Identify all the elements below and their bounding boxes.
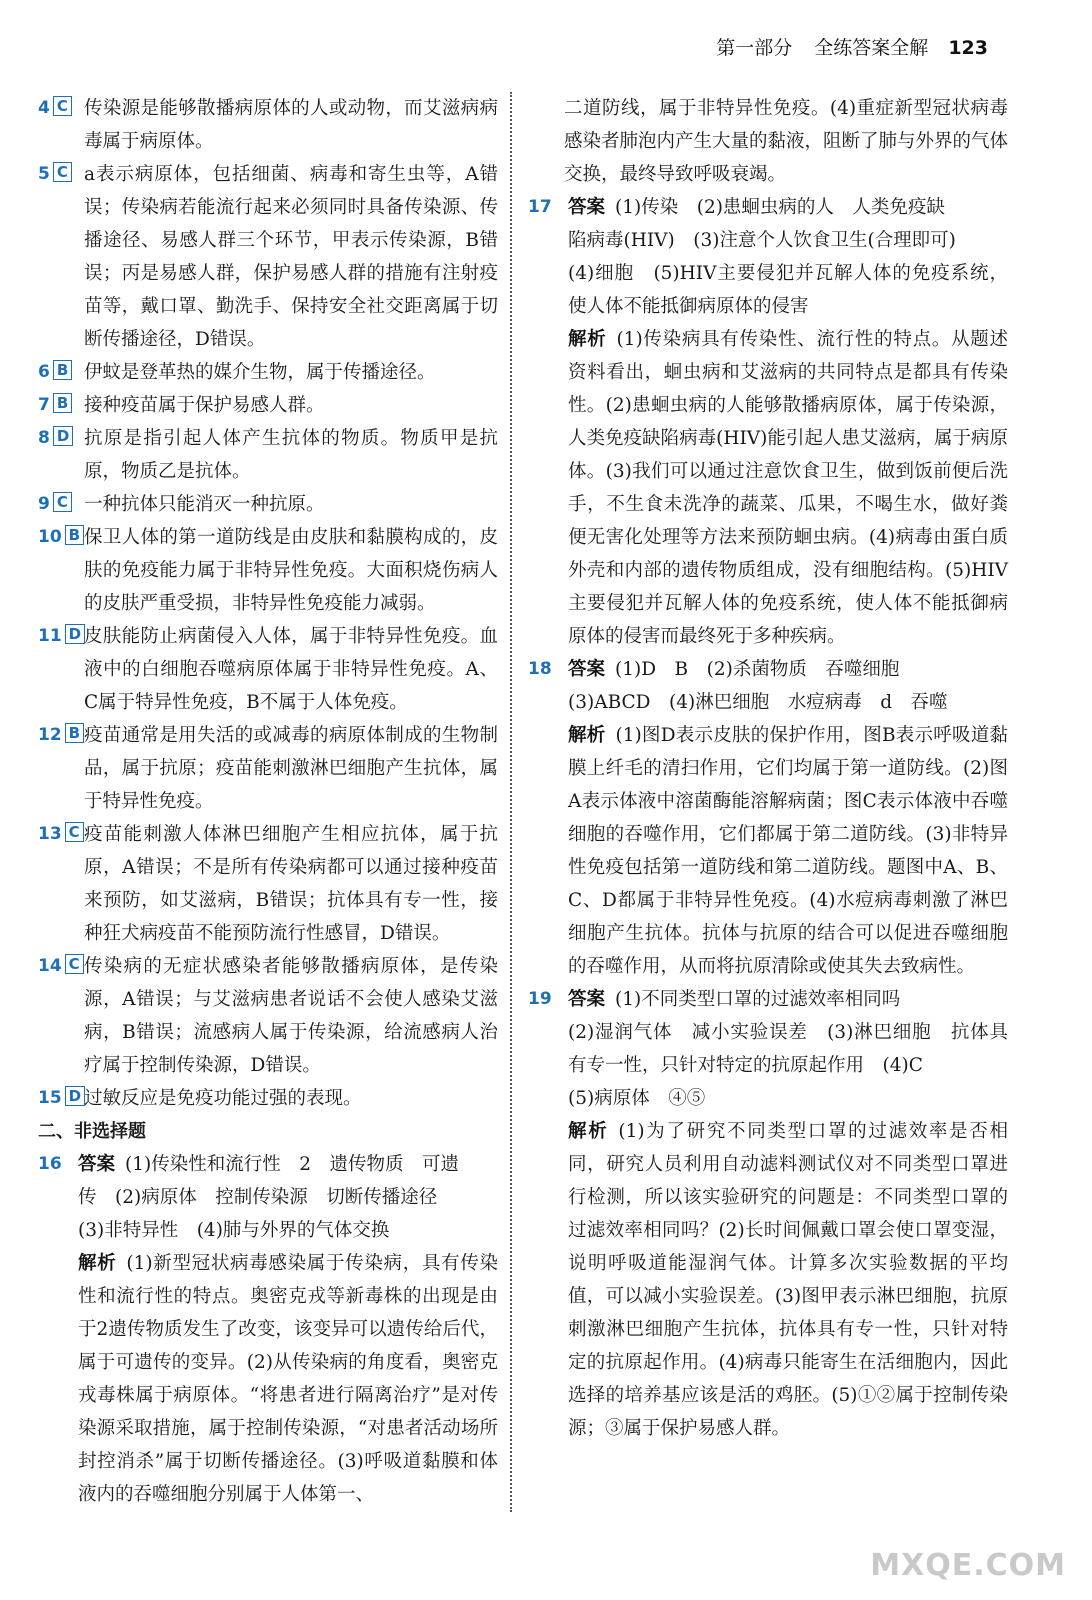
answer-item-10 [38,521,498,620]
answer-item-7 [38,389,498,422]
item-number: 10 [38,527,62,547]
item-explanation: 皮肤能防止病菌侵入人体，属于非特异性免疫。血液中的白细胞吞噬病原体属于非特异性免疫。A、C属于特异性免疫，B不属于人体免疫。 [84,626,498,713]
item-explanation: 疫苗通常是用失活的或减毒的病原体制成的生物制品，属于抗原；疫苗能刺激淋巴细胞产生抗体，属于特异性免疫。 [84,725,498,812]
answer-choice-badge: D [65,1086,85,1106]
answer-line-1: (1)传染 (2)患蛔虫病的人 人类免疫缺 [615,197,945,218]
answer-label: 答案 [78,1154,116,1175]
analysis-label: 解析 [568,1121,609,1142]
answer-label: 答案 [568,197,606,218]
answer-choice-badge: C [53,162,72,182]
item-number: 6 [38,362,50,382]
answer-choice-badge: C [65,822,84,842]
item-explanation: 传染源是能够散播病原体的人或动物，而艾滋病病毒属于病原体。 [84,98,498,152]
item-number: 5 [38,164,50,184]
item-number: 17 [528,197,552,217]
analysis-text: (1)为了研究不同类型口罩的过滤效率是否相同，研究人员利用自动滤料测试仪对不同类型口罩进行检测，所以该实验研究的问题是：不同类型口罩的过滤效率相同吗？(2)长时间佩戴口罩会使口罩变湿，说明呼吸道能湿润气体。计算多次实验数据的平均值，可以减小实验误差。(3)图甲表示淋巴细胞，抗原刺激淋巴细胞产生抗体，抗体具有专一性，只针对特定的抗原起作用。(4)病毒只能寄生在活细胞内，因此选择的培养基应该是活的鸡胚。(5)①②属于控制传染源；③属于保护易感人群。 [568,1121,1008,1439]
answer-choice-badge: D [53,426,73,446]
answer-line-3: (4)细胞 (5)HIV主要侵犯并瓦解人体的免疫系统，使人体不能抵御病原体的侵害 [568,263,1008,317]
item-number: 19 [528,989,552,1009]
answer-item-12 [38,719,498,818]
item-number: 16 [38,1154,62,1174]
watermark: MXQE.COM [870,1548,1066,1583]
answer-item-17 [528,191,1008,653]
answer-choice-badge: D [65,624,85,644]
item-number: 7 [38,395,50,415]
item-explanation: a表示病原体，包括细菌、病毒和寄生虫等，A错误；传染病若能流行起来必须同时具备传染源、传播途径、易感人群三个环节，甲表示传染源，B错误；丙是易感人群，保护易感人群的措施有注射疫苗等，戴口罩、勤洗手、保持安全社交距离属于切断传播途径，D错误。 [84,164,498,350]
answer-line-1: (1)传染性和流行性 2 遗传物质 可遗 [125,1154,459,1175]
answer-item-16 [38,1148,498,1511]
item-number: 9 [38,494,50,514]
item-explanation: 传染病的无症状感染者能够散播病原体，是传染源，A错误；与艾滋病患者说话不会使人感染艾滋病，B错误；流感病人属于传染源，给流感病人治疗属于控制传染源，D错误。 [84,956,498,1076]
page-header [700,34,988,62]
answer-choice-badge: B [53,360,72,380]
analysis-label: 解析 [568,725,606,746]
left-column [38,92,498,1511]
item-number: 11 [38,626,62,646]
right-column [528,92,1008,1445]
item-explanation: 伊蚊是登革热的媒介生物，属于传播途径。 [84,362,436,383]
item-explanation: 一种抗体只能消灭一种抗原。 [84,494,325,515]
answer-choice-badge: C [53,96,72,116]
answer-item-4 [38,92,498,158]
answer-item-6 [38,356,498,389]
answer-line-2: 陷病毒(HIV) (3)注意个人饮食卫生(合理即可) [568,230,956,251]
item-number: 8 [38,428,50,448]
analysis-text: (1)新型冠状病毒感染属于传染病，具有传染性和流行性的特点。奥密克戎等新毒株的出现是由于2遗传物质发生了改变，该变异可以遗传给后代，属于可遗传的变异。(2)从传染病的角度看，奥密克戎毒株属于病原体。“将患者进行隔离治疗”是对传染源采取措施，属于控制传染源，“对患者活动场所封控消杀”属于切断传播途径。(3)呼吸道黏膜和体液内的吞噬细胞分别属于人体第一、 [78,1253,498,1505]
item-number: 12 [38,725,62,745]
answer-line-1: (1)D B (2)杀菌物质 吞噬细胞 [615,659,900,680]
section-heading: 二、非选择题 [38,1121,146,1142]
answer-item-15 [38,1082,498,1115]
analysis-label: 解析 [78,1253,117,1274]
answer-choice-badge: B [65,723,84,743]
answer-choice-badge: B [53,393,72,413]
answer-choice-badge: B [65,525,84,545]
item-explanation: 疫苗能刺激人体淋巴细胞产生相应抗体，属于抗原，A错误；不是所有传染病都可以通过接种疫苗来预防，如艾滋病，B错误；抗体具有专一性，接种狂犬病疫苗不能预防流行性感冒，D错误。 [84,824,498,944]
item-number: 15 [38,1088,62,1108]
answer-choice-badge: C [65,954,84,974]
column-divider [510,92,512,1512]
analysis-text: (1)传染病具有传染性、流行性的特点。从题述资料看出，蛔虫病和艾滋病的共同特点是都具有传染性。(2)患蛔虫病的人能够散播病原体，属于传染源，人类免疫缺陷病毒(HIV)能引起人患艾滋病，属于病原体。(3)我们可以通过注意饮食卫生，做到饭前便后洗手，不生食未洗净的蔬菜、瓜果，不喝生水，做好粪便无害化处理等方法来预防蛔虫病。(4)病毒由蛋白质外壳和内部的遗传物质组成，没有细胞结构。(5)HIV主要侵犯并瓦解人体的免疫系统，使人体不能抵御病原体的侵害而最终死于多种疾病。 [568,329,1008,647]
item-16-continuation: 二道防线，属于非特异性免疫。(4)重症新型冠状病毒感染者肺泡内产生大量的黏液，阻断了肺与外界的气体交换，最终导致呼吸衰竭。 [564,98,1009,185]
answer-item-5 [38,158,498,356]
answer-line-1: (1)不同类型口罩的过滤效率相同吗 [615,989,901,1010]
answer-item-14 [38,950,498,1082]
analysis-label: 解析 [568,329,607,350]
answer-label: 答案 [568,989,606,1010]
answer-item-18 [528,653,1008,983]
answer-item-13 [38,818,498,950]
answer-line-2: 传 (2)病原体 控制传染源 切断传播途径 [78,1187,438,1208]
answer-item-19 [528,983,1008,1445]
header-part: 第一部分 [716,37,793,59]
answer-item-11 [38,620,498,719]
answer-line-3: (3)非特异性 (4)肺与外界的气体交换 [78,1220,390,1241]
answer-item-8 [38,422,498,488]
item-number: 18 [528,659,552,679]
item-explanation: 接种疫苗属于保护易感人群。 [84,395,325,416]
analysis-text: (1)图D表示皮肤的保护作用，图B表示呼吸道黏膜上纤毛的清扫作用，它们均属于第一道防线。(2)图A表示体液中溶菌酶能溶解病菌；图C表示体液中吞噬细胞的吞噬作用，它们都属于第二道防线。(3)非特异性免疫包括第一道防线和第二道防线。题图中A、B、C、D都属于非特异性免疫。(4)水痘病毒刺激了淋巴细胞产生抗体。抗体与抗原的结合可以促进吞噬细胞的吞噬作用，从而将抗原清除或使其失去致病性。 [568,725,1008,977]
answer-line-2: (2)湿润气体 减小实验误差 (3)淋巴细胞 抗体具有专一性，只针对特定的抗原起作用 (4)C [568,1022,1008,1076]
page-number: 123 [948,37,988,59]
answer-choice-badge: C [53,492,72,512]
item-explanation: 抗原是指引起人体产生抗体的物质。物质甲是抗原，物质乙是抗体。 [84,428,498,482]
item-number: 14 [38,956,62,976]
answer-item-9 [38,488,498,521]
answer-label: 答案 [568,659,606,680]
answer-line-2: (3)ABCD (4)淋巴细胞 水痘病毒 d 吞噬 [568,692,948,713]
answer-line-3: (5)病原体 ④⑤ [568,1088,706,1109]
item-explanation: 保卫人体的第一道防线是由皮肤和黏膜构成的，皮肤的免疫能力属于非特异性免疫。大面积烧伤病人的皮肤严重受损，非特异性免疫能力减弱。 [84,527,498,614]
item-number: 13 [38,824,62,844]
item-number: 4 [38,98,50,118]
header-book: 全练答案全解 [814,37,929,59]
item-explanation: 过敏反应是免疫功能过强的表现。 [84,1088,362,1109]
